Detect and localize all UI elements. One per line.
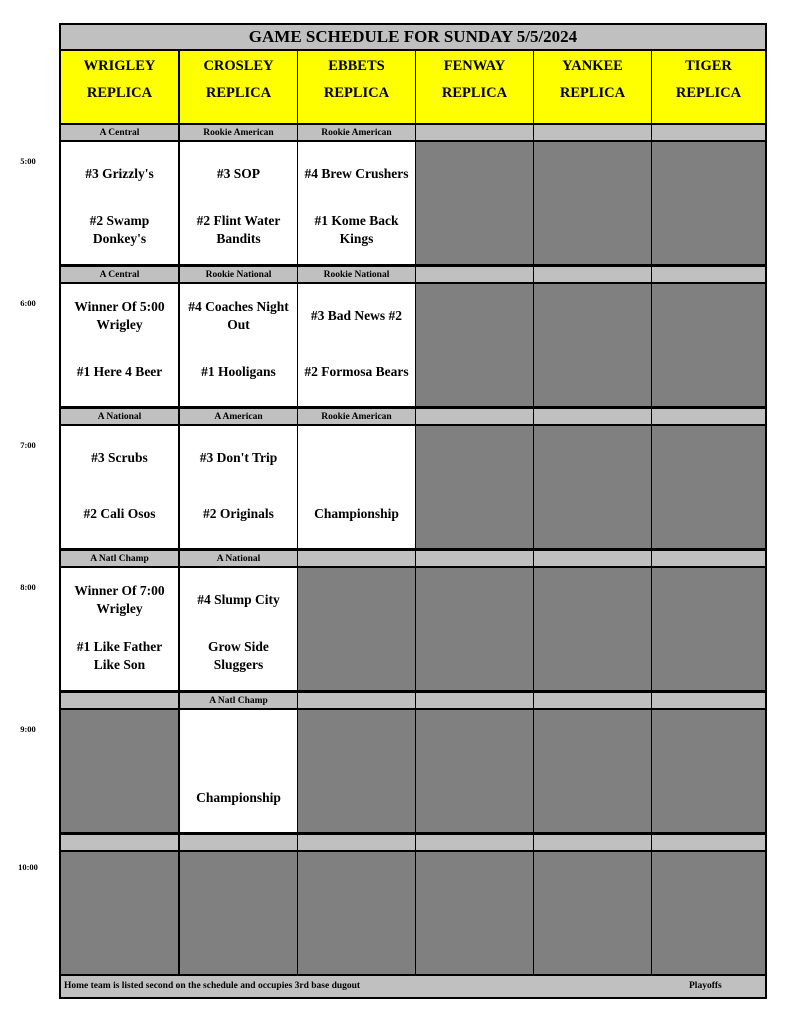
home-team: #2 Formosa Bears [304,364,409,379]
division-label: A Natl Champ [180,693,297,708]
open-slot [534,284,651,406]
schedule-sheet [59,23,767,999]
away-team: #3 Bad News #2 [310,308,403,323]
field-subtitle: REPLICA [205,85,272,101]
field-name: CROSLEY [203,58,274,74]
home-team: #2 Flint Water Bandits [196,213,281,246]
division-label [416,409,533,424]
home-team: #1 Like Father Like Son [76,639,163,672]
open-slot [61,710,178,832]
home-team: #1 Here 4 Beer [76,364,163,379]
home-team: Championship [314,506,399,521]
game-cell[interactable] [180,568,297,690]
game-cell[interactable] [298,142,415,264]
field-header-yankee [534,51,651,123]
division-label [534,409,651,424]
field-name: EBBETS [328,58,385,74]
time-label: 9:00 [20,724,36,734]
open-slot [534,710,651,832]
home-team: #1 Kome Back Kings [314,213,399,246]
away-team: #4 Coaches Night Out [188,299,289,332]
field-name: TIGER [685,58,732,74]
division-label [652,409,765,424]
away-team [298,430,415,486]
division-label [298,551,415,566]
open-slot [652,852,765,974]
game-cell[interactable] [61,142,178,264]
division-label [416,267,533,282]
home-team: #2 Originals [203,506,274,521]
division-label [416,693,533,708]
game-cell[interactable] [298,284,415,406]
open-slot [298,710,415,832]
game-cell[interactable] [61,284,178,406]
away-team: #3 SOP [216,166,261,181]
field-name: YANKEE [562,58,623,74]
open-slot [652,284,765,406]
division-label [298,693,415,708]
division-label [534,267,651,282]
open-slot [534,852,651,974]
field-name: FENWAY [443,58,506,74]
division-label: Rookie National [180,267,297,282]
game-cell[interactable] [298,426,415,548]
division-label: Rookie American [180,125,297,140]
home-team: #2 Swamp Donkey's [89,213,150,246]
open-slot [652,426,765,548]
away-team: #3 Don't Trip [199,450,278,465]
division-label: A Central [61,125,178,140]
field-name: WRIGLEY [83,58,156,74]
footer-note: Home team is listed second on the schedule and occupies 3rd base dugout [64,981,361,991]
open-slot [534,142,651,264]
away-team: #3 Scrubs [91,450,148,465]
open-slot [416,142,533,264]
division-label: Rookie National [298,267,415,282]
open-slot [652,142,765,264]
division-label: A Central [61,267,178,282]
home-team: #1 Hooligans [201,364,276,379]
division-label [180,835,297,850]
division-label: Rookie American [298,409,415,424]
division-label [652,835,765,850]
time-label: 7:00 [20,440,36,450]
schedule-title: GAME SCHEDULE FOR SUNDAY 5/5/2024 [61,25,765,49]
open-slot [298,568,415,690]
open-slot [416,284,533,406]
footer-legend: Playoffs [689,981,722,991]
game-cell[interactable] [61,426,178,548]
home-team: #2 Cali Osos [83,506,156,521]
game-cell[interactable] [180,426,297,548]
open-slot [416,852,533,974]
game-cell[interactable] [180,142,297,264]
time-label: 8:00 [20,582,36,592]
division-label: A American [180,409,297,424]
open-slot [416,710,533,832]
division-label [652,125,765,140]
open-slot [298,852,415,974]
away-team: Winner Of 5:00 Wrigley [74,299,165,332]
field-header-wrigley [61,51,178,123]
field-header-tiger [652,51,765,123]
field-subtitle: REPLICA [559,85,626,101]
time-label: 6:00 [20,298,36,308]
division-label [416,835,533,850]
field-subtitle: REPLICA [323,85,390,101]
field-subtitle: REPLICA [441,85,508,101]
division-label [652,551,765,566]
away-team: Winner Of 7:00 Wrigley [74,583,165,616]
field-header-fenway [416,51,533,123]
game-cell[interactable] [61,568,178,690]
division-label [61,835,178,850]
division-label: A National [61,409,178,424]
division-label: A Natl Champ [61,551,178,566]
footer-bar [61,976,765,997]
open-slot [652,568,765,690]
division-label [534,125,651,140]
division-label [416,125,533,140]
division-label [61,693,178,708]
open-slot [180,852,297,974]
open-slot [652,710,765,832]
away-team: #4 Brew Crushers [304,166,409,181]
game-cell[interactable] [180,284,297,406]
time-label: 10:00 [18,862,38,872]
home-team: Grow Side Sluggers [208,639,269,672]
division-label: Rookie American [298,125,415,140]
division-label [534,835,651,850]
game-cell[interactable] [180,710,297,832]
field-subtitle: REPLICA [86,85,153,101]
field-subtitle: REPLICA [675,85,742,101]
field-header-ebbets [298,51,415,123]
open-slot [534,568,651,690]
away-team: #4 Slump City [197,592,280,607]
time-label: 5:00 [20,156,36,166]
away-team: #3 Grizzly's [85,166,154,181]
division-label [298,835,415,850]
division-label [534,693,651,708]
division-label [652,693,765,708]
division-label [652,267,765,282]
home-team: Championship [196,790,281,805]
division-label [416,551,533,566]
away-team [180,714,297,770]
division-label: A National [180,551,297,566]
open-slot [416,568,533,690]
open-slot [534,426,651,548]
open-slot [416,426,533,548]
division-label [534,551,651,566]
field-header-crosley [180,51,297,123]
open-slot [61,852,178,974]
